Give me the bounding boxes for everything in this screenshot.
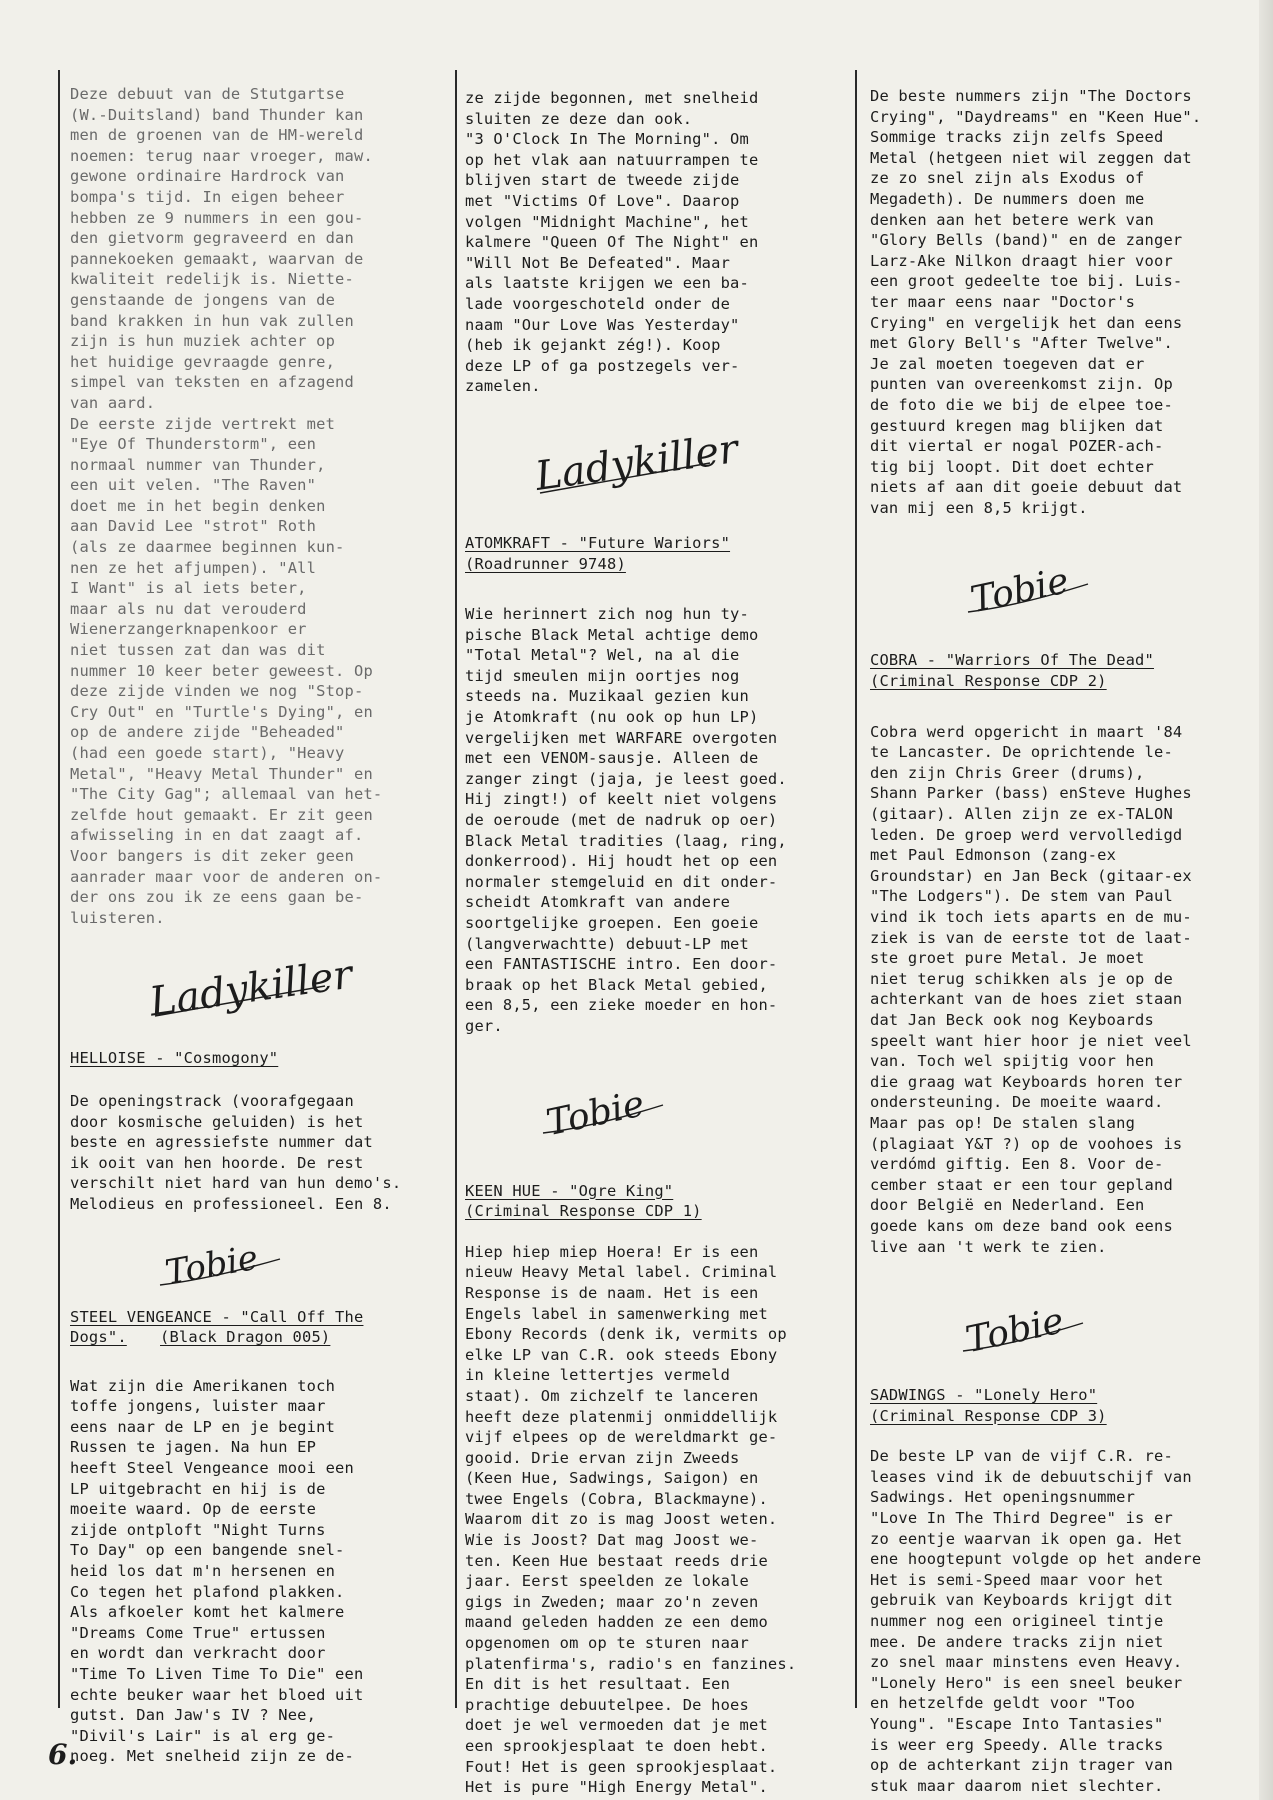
signature-tobie-3 [870,518,1240,648]
column-3 [870,86,1240,1796]
page-number: 6. [48,1738,78,1771]
keen-hue-review-cont: De beste nummers zijn "The Doctors Crying", "Daydreams" en "Keen Hue". Sommige tracks zijn zelfs Speed Metal (hetgeen niet wil zeggen dat ze zo snel zijn als Exodus of Megadeth). De nummers doen me denken aan het betere werk van "Glory Bells (band)" en de zanger Larz-Ake Nilkon draagt hier voor een groot gedeelte toe bij. Luis- ter maar eens naar "Doctor's Crying" en vergelijk het dan eens met Glory Bell's "After Twelve". Je zal moeten toegeven dat er punten van overeenkomst zijn. Op de foto die we bij de elpee toe- gestuurd kregen mag blijken dat dit viertal er nogal POZER-ach- tig bij loopt. Dit doet echter niets af aan dit goeie debuut dat van mij een 8,5 krijgt. [870,87,1202,517]
signature-tobie-2 [465,1037,835,1177]
column-1 [70,84,440,1767]
svg-text:Ladykiller: Ladykiller [146,951,356,1026]
column-rule-left [58,70,60,1708]
signature-tobie-4 [870,1257,1240,1385]
signature-ladykiller-2 [465,397,835,525]
keen-hue-review: Hiep hiep miep Hoera! Er is een nieuw Heavy Metal label. Criminal Response is de naam. Het is een Engels label in samenwerking met Ebony Records (denk ik, vermits op elke LP van C.R. ook steeds Ebony in kleine lettertjes vermeld staat). Om zichzelf te lanceren heeft deze platenmij onmiddellijk vijf elpees op de wereldmarkt ge- gooid. Drie ervan zijn Zweeds (Keen Hue, Sadwings, Saigon) en twee Engels (Cobra, Blackmayne). Waarom dit zo is mag Joost weten. Wie is Joost? Dat mag Joost we- ten. Keen Hue bestaat reeds drie jaar. Eerst speelden ze lokale gigs in Zweden; maar zo'n zeven maand geleden hadden ze een demo opgenomen om op te sturen naar platenfirma's, radio's en fanzines. En dit is het resultaat. Een prachtige debuutelpee. De hoes doet je wel vermoeden dat je met een sprookjesplaat te doen hebt. Fout! Het is geen sprookjesplaat. Het is pure "High Energy Metal". [465,1242,797,1797]
steel-vengeance-review: Wat zijn die Amerikanen toch toffe jongens, luister maar eens naar de LP en je begint Russen te jagen. Na hun EP heeft Steel Vengeance mooi een LP uitgebracht en hij is de moeite waard. Op de eerste zijde ontploft "Night Turns To Day" op een bangende snel- heid los dat m'n hersenen en Co tegen het plafond plakken. Als afkoeler komt het kalmere "Dreams Come True" ertussen en wordt dan verkracht door "Time To Liven Time To Die" een echte beuker waar het bloed uit gutst. Dan Jaw's IV ? Nee, "Divil's Lair" is al erg ge- noeg. Met snelheid zijn ze de- [70,1376,364,1766]
keen-hue-label: (Criminal Response CDP 1) [465,1202,702,1221]
sadwings-heading: SADWINGS - "Lonely Hero" [870,1386,1098,1405]
svg-text:Tobie: Tobie [542,1082,648,1144]
page-edge-shadow [1259,0,1273,1800]
helloise-heading: HELLOISE - "Cosmogony" [70,1049,279,1068]
sadwings-label: (Criminal Response CDP 3) [870,1406,1107,1425]
helloise-review: De openingstrack (voorafgegaan door kosmische geluiden) is het beste en agressiefste nummer dat ik ooit van hen hoorde. De rest verschilt niet hard van hun demo's. Melodieus en professioneel. Een 8. [70,1091,402,1213]
cobra-heading: COBRA - "Warriors Of The Dead" [870,651,1154,670]
svg-text:Ladykiller: Ladykiller [532,425,741,500]
atomkraft-heading: ATOMKRAFT - "Future Wariors" [465,533,731,552]
sadwings-review: De beste LP van de vijf C.R. re- leases vind ik de debuutschijf van Sadwings. Het openingsnummer "Love In The Third Degree" is er zo eentje waarvan ik open ga. Het ene hoogtepunt volgde op het andere Het is semi-Speed maar voor het gebruik van Keyboards krijgt dit nummer nog een origineel tintje mee. De andere tracks zijn niet zo snel maar minstens even Heavy. "Lonely Hero" is een sneel beuker en hetzelfde geldt voor "Too Young". "Escape Into Tantasies" is weer erg Speedy. Alle tracks op de achterkant zijn trager van stuk maar daarom niet slechter. [870,1447,1202,1795]
cobra-label: (Criminal Response CDP 2) [870,672,1107,691]
column-rule-mid [455,70,457,1708]
svg-text:Tobie: Tobie [962,1300,1068,1362]
steel-vengeance-review-cont: ze zijde begonnen, met snelheid sluiten ze deze dan ook. "3 O'Clock In The Morning". Om op het vlak aan natuurrampen te blijven start de tweede zijde met "Victims Of Love". Daarop volgen "Midnight Machine", het kalmere "Queen Of The Night" en "Will Not Be Defeated". Maar als laatste krijgen we een ba- lade voorgeschoteld onder de naam "Our Love Was Yesterday" (heb ik gejankt zég!). Koop deze LP of ga postzegels ver- zamelen. [465,89,759,396]
cobra-review: Cobra werd opgericht in maart '84 te Lancaster. De oprichtende le- den zijn Chris Greer (drums), Shann Parker (bass) enSteve Hughes (gitaar). Allen zijn ze ex-TALON leden. De groep werd vervolledigd met Paul Edmonson (zang-ex Groundstar) en Jan Beck (gitaar-ex "The Lodgers"). De stem van Paul vind ik toch iets aparts en de mu- ziek is van de eerste tot de laat- ste groet pure Metal. Je moet niet terug schikken als je op de achterkant van de hoes ziet staan dat Jan Beck ook nog Keyboards speelt want hier hoor je niet veel van. Toch wel spijtig voor hen die graag wat Keyboards horen ter ondersteuning. De moeite waard. Maar pas op! De stalen slang (plagiaat Y&T ?) op de voohoes is verdómd giftig. Een 8. Voor de- cember staat er een tour gepland door België en Nederland. Een goede kans om deze band ook eens live aan 't werk te zien. [870,722,1192,1256]
column-rule-right [855,70,857,1708]
signature-tobie-1 [70,1215,440,1307]
keen-hue-heading: KEEN HUE - "Ogre King" [465,1181,674,1200]
steel-vengeance-heading: STEEL VENGEANCE - "Call Off The Dogs". [70,1307,364,1347]
column-2 [465,88,835,1798]
svg-text:Tobie: Tobie [162,1237,261,1293]
steel-vengeance-label: (Black Dragon 005) [160,1328,331,1347]
svg-text:Tobie: Tobie [967,560,1073,622]
atomkraft-review: Wie herinnert zich nog hun ty- pische Black Metal achtige demo "Total Metal"? Wel, na al die tijd smeulen mijn oortjes nog steeds na. Muzikaal gezien kun je Atomkraft (nu ook op hun LP) vergelijken met WARFARE overgoten met een VENOM-sausje. Alleen de zanger zingt (jaja, je leest goed. Hij zingt!) of keelt niet volgens de oeroude (met de nadruk op oer) Black Metal tradities (laag, ring, donkerrood). Hij houdt het op een normaler stemgeluid en dit onder- scheidt Atomkraft van andere soortgelijke groepen. Een goeie (langverwachtte) debuut-LP met een FANTASTISCHE intro. Een door- braak op het Black Metal gebied, een 8,5, een zieke moeder en hon- ger. [465,605,787,1035]
signature-ladykiller [70,928,440,1048]
thunder-review: Deze debuut van de Stutgartse (W.-Duitsland) band Thunder kan men de groenen van de HM-wereld noemen: terug naar vroeger, maw. gewone ordinaire Hardrock van bompa's tijd. In eigen beheer hebben ze 9 nummers in een gou- den gietvorm gegraveerd en dan pannekoeken gemaakt, waarvan de kwaliteit redelijk is. Niette- genstaande de jongens van de band krakken in hun vak zullen zijn is hun muziek achter op het huidige gevraagde genre, simpel van teksten en afzagend van aard. De eerste zijde vertrekt met "Eye Of Thunderstorm", een normaal nummer van Thunder, een uit velen. "The Raven" doet me in het begin denken aan David Lee "strot" Roth (als ze daarmee beginnen kun- nen ze het afjumpen). "All I Want" is al iets beter, maar als nu dat verouderd Wienerzangerknapenkoor er niet tussen zat dan was dit nummer 10 keer beter geweest. Op deze zijde vinden we nog "Stop- Cry Out" en "Turtle's Dying", en op de andere zijde "Beheaded" (had een goede start), "Heavy Metal", "Heavy Metal Thunder" en "The City Gag"; allemaal van het- zelfde hout gemaakt. Er zit geen afwisseling in en dat zaagt af. Voor bangers is dit zeker geen aanrader maar voor de anderen on- der ons zou ik ze eens gaan be- luisteren. [70,85,383,927]
atomkraft-label: (Roadrunner 9748) [465,554,626,573]
